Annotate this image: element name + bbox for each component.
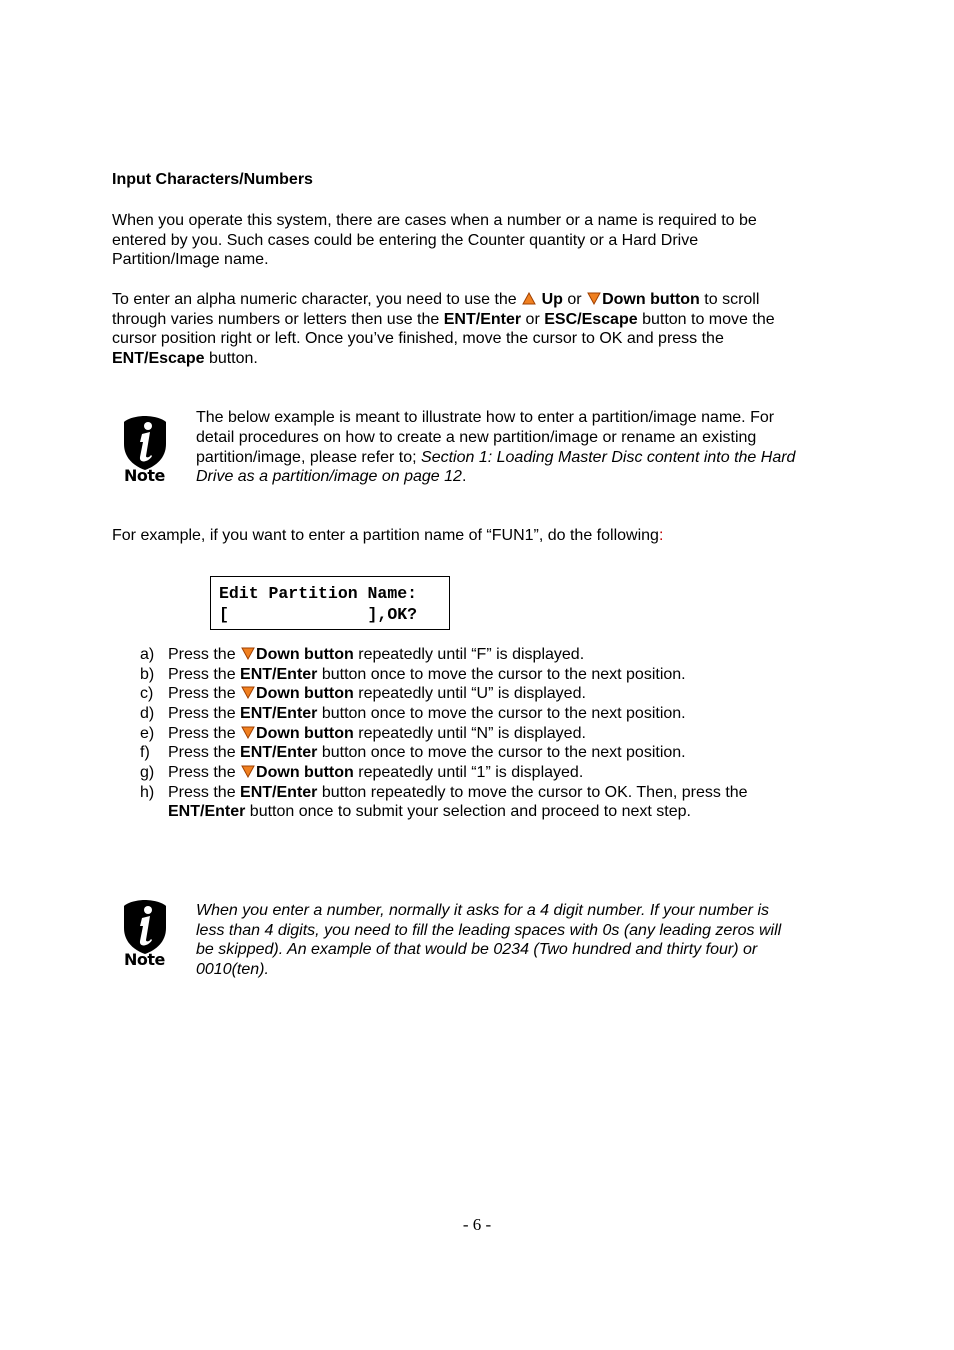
intro-line: Partition/Image name.	[112, 251, 269, 268]
up-arrow-icon	[522, 292, 536, 305]
info-note-icon	[122, 414, 168, 484]
ent-button-label: ENT/Enter	[240, 705, 318, 722]
info-note-icon	[122, 898, 168, 968]
note-line	[196, 467, 466, 487]
text-span: or	[567, 291, 582, 308]
step-label: e)	[140, 725, 155, 742]
ent-button-label: ENT/Enter	[240, 666, 318, 683]
note-line: be skipped). An example of that would be 0234 (Two hundred and thirty four) or	[196, 941, 758, 958]
down-button-label: Down button	[256, 725, 354, 742]
colon: :	[658, 527, 664, 544]
instructions-line	[112, 290, 759, 310]
text-span: Press the	[168, 666, 236, 683]
down-arrow-icon	[241, 647, 255, 660]
step-item	[140, 704, 686, 724]
text-span: button once to submit your selection and proceed to next step.	[249, 803, 691, 820]
text-span: Press the	[168, 685, 236, 702]
text-span: or	[525, 311, 540, 328]
text-span: repeatedly until “1” is displayed.	[358, 764, 584, 781]
note-line: 0010(ten).	[196, 961, 269, 978]
text-span: Press the	[168, 705, 236, 722]
text-span: To enter an alpha numeric character, you need to use the	[112, 291, 517, 308]
lcd-line-1: Edit Partition Name:	[219, 584, 418, 603]
text-span: repeatedly until “N” is displayed.	[358, 725, 586, 742]
ent-escape-button-label: ENT/Escape	[112, 350, 205, 367]
step-label: g)	[140, 764, 155, 781]
text-span: repeatedly until “U” is displayed.	[358, 685, 586, 702]
step-item	[140, 724, 586, 744]
text-span: through varies numbers or letters then use the	[112, 311, 440, 328]
text-span: button once to move the cursor to the next position.	[321, 705, 686, 722]
step-label: h)	[140, 784, 155, 801]
ent-button-label: ENT/Enter	[443, 311, 522, 328]
text-span: to scroll	[704, 291, 760, 308]
intro-line: When you operate this system, there are cases when a number or a name is required to be	[112, 212, 757, 229]
down-arrow-icon	[241, 726, 255, 739]
instructions-line	[112, 349, 258, 369]
lcd-line-2: [ ],OK?	[219, 605, 418, 624]
text-span: .	[461, 468, 467, 485]
text-span: Press the	[168, 764, 236, 781]
lcd-display	[210, 576, 450, 630]
section-heading: Input Characters/Numbers	[112, 171, 313, 188]
esc-button-label: ESC/Escape	[544, 311, 638, 328]
text-span: Press the	[168, 725, 236, 742]
note-line	[196, 448, 795, 468]
instructions-line	[112, 310, 775, 330]
down-button-label: Down button	[256, 764, 354, 781]
step-item	[140, 645, 584, 665]
text-span: button.	[208, 350, 258, 367]
step-label: c)	[140, 685, 154, 702]
text-span: repeatedly until “F” is displayed.	[358, 646, 585, 663]
step-item	[140, 763, 583, 783]
down-button-label: Down button	[256, 685, 354, 702]
text-span: For example, if you want to enter a partition name of “FUN1”, do the following	[112, 527, 659, 544]
note-line: detail procedures on how to create a new partition/image or rename an existing	[196, 429, 757, 446]
text-span: button once to move the cursor to the next position.	[321, 744, 686, 761]
note-label: Note	[124, 950, 165, 969]
step-item	[140, 665, 686, 685]
instructions-line: cursor position right or left. Once you’ve finished, move the cursor to OK and press the	[112, 330, 724, 347]
text-span: Press the	[168, 646, 236, 663]
section-reference: Section 1: Loading Master Disc content into the Hard	[421, 449, 796, 466]
note-label: Note	[124, 466, 165, 485]
down-button-label: Down button	[602, 291, 700, 308]
step-label: d)	[140, 705, 155, 722]
note-line: The below example is meant to illustrate how to enter a partition/image name. For	[196, 409, 775, 426]
down-arrow-icon	[587, 292, 601, 305]
ent-button-label: ENT/Enter	[168, 803, 246, 820]
step-item	[140, 684, 586, 704]
step-item	[140, 783, 748, 803]
ent-button-label: ENT/Enter	[240, 744, 318, 761]
text-span: button repeatedly to move the cursor to OK. Then, press the	[321, 784, 748, 801]
text-span: button to move the	[642, 311, 775, 328]
text-span: Press the	[168, 744, 236, 761]
ent-button-label: ENT/Enter	[240, 784, 318, 801]
step-item	[140, 743, 686, 763]
down-button-label: Down button	[256, 646, 354, 663]
text-span: partition/image, please refer to;	[196, 449, 417, 466]
note-line: less than 4 digits, you need to fill the leading spaces with 0s (any leading zeros will	[196, 922, 782, 939]
section-reference: Drive as a partition/image on page 12	[196, 468, 462, 485]
step-continuation	[168, 802, 691, 822]
up-button-label: Up	[541, 291, 563, 308]
page-number: - 6 -	[462, 1215, 492, 1234]
down-arrow-icon	[241, 686, 255, 699]
down-arrow-icon	[241, 765, 255, 778]
example-intro	[112, 526, 663, 546]
text-span: Press the	[168, 784, 236, 801]
text-span: button once to move the cursor to the next position.	[321, 666, 686, 683]
note-line: When you enter a number, normally it asks for a 4 digit number. If your number is	[196, 902, 769, 919]
step-label: f)	[140, 744, 150, 761]
step-label: a)	[140, 646, 155, 663]
intro-line: entered by you. Such cases could be entering the Counter quantity or a Hard Drive	[112, 232, 699, 249]
step-label: b)	[140, 666, 155, 683]
